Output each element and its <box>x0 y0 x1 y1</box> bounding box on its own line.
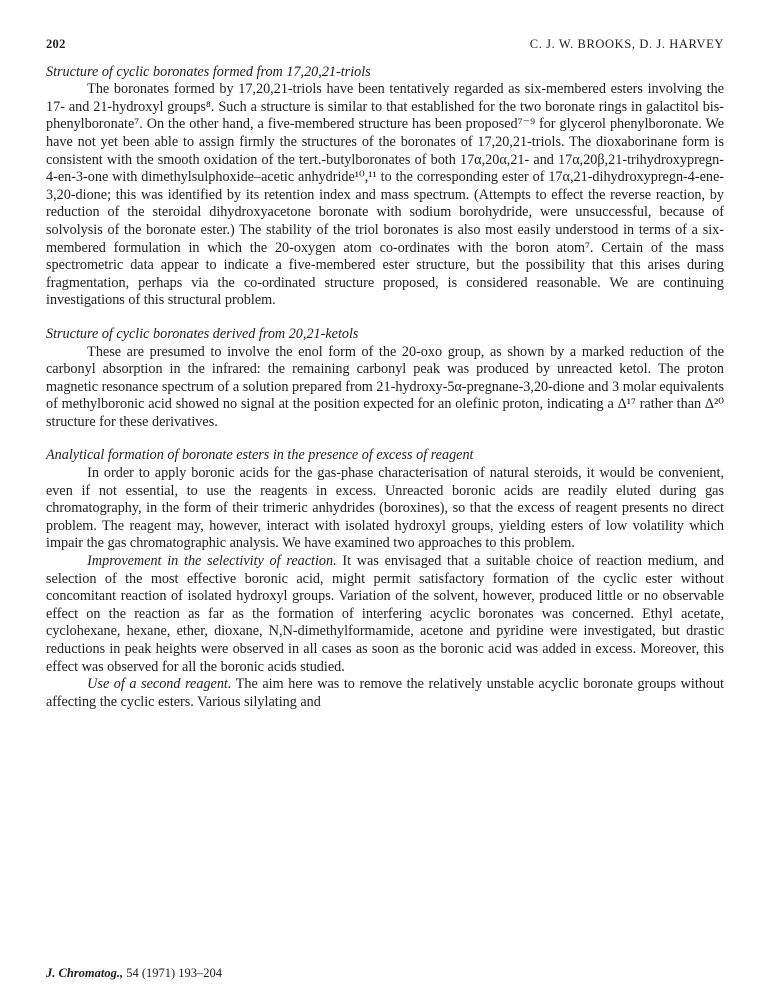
section-gap <box>46 431 724 447</box>
paragraph-selectivity <box>46 553 724 676</box>
author-line: C. J. W. BROOKS, D. J. HARVEY <box>529 37 724 51</box>
run-in-heading-second-reagent: Use of a second reagent. <box>87 676 232 693</box>
section-heading-triols: Structure of cyclic boronates formed from 17,20,21-triols <box>46 63 371 80</box>
paragraph-second-reagent <box>46 676 724 711</box>
paragraph-analytical-intro <box>46 465 724 553</box>
section-gap <box>46 310 724 326</box>
paragraph-ketols <box>46 344 724 432</box>
page-number: 202 <box>46 37 66 51</box>
paragraph-text: The boronates formed by 17,20,21-triols have been tentatively regarded as six-membered esters involving the 17- and 21-hydroxyl groups⁸. Such a structure is similar to that established for the two boronate rings in galactitol bis-phenylboronate⁷. On the other hand, a five-membered structure has been proposed⁷⁻⁹ for glycerol phenylboronate. We have not yet been able to assign firmly the structures of the boronates of 17,20,21-triols. The dioxaborinane form is consistent with the smooth oxidation of the tert.-butylboronates of both 17α,20α,21- and 17α,20β,21-trihydroxypregn-4-en-3-one with dimethylsulphoxide–acetic anhydride¹⁰,¹¹ to the corresponding ester of 17α,21-dihydroxypregn-4-ene-3,20-dione; this was identified by its retention index and mass spectrum. (Attempts to effect the reverse reaction, by reduction of the steroidal dihydroxyacetone boronate with sodium borohydride, were unsuccessful, because of solvolysis of the boronate ester.) The stability of the triol boronates is also most easily understood in terms of a six-membered formulation in which the 20-oxygen atom co-ordinates with the boron atom⁷. Certain of the mass spectrometric data appear to indicate a five-membered ester structure, but the possibility that this arises during fragmentation, perhaps via the co-ordinated structure proposed, is considered reasonable. We are continuing investigations of this structural problem. <box>46 81 724 309</box>
journal-citation: 54 (1971) 193–204 <box>126 966 223 980</box>
journal-name: J. Chromatog., <box>46 966 124 980</box>
paragraph-text: The aim here was to remove the relatively unstable acyclic boronate groups without affecting the cyclic esters. Various silylating and <box>46 676 724 710</box>
running-head <box>46 36 724 54</box>
section-heading-ketols: Structure of cyclic boronates derived from 20,21-ketols <box>46 325 359 342</box>
paragraph-text: These are presumed to involve the enol form of the 20-oxo group, as shown by a marked reduction of the carbonyl absorption in the infrared: the remaining carbonyl peak was produced by unreacted ketol. The proton magnetic resonance spectrum of a solution prepared from 21-hydroxy-5α-pregnane-3,20-dione and 3 molar equivalents of methylboronic acid showed no signal at the position expected for an olefinic proton, indicating a Δ¹⁷ rather than Δ²⁰ structure for these derivatives. <box>46 343 724 430</box>
paragraph-triols <box>46 81 724 310</box>
section-heading-analytical: Analytical formation of boronate esters in the presence of excess of reagent <box>46 447 474 464</box>
paragraph-text: In order to apply boronic acids for the gas-phase characterisation of natural steroids, it would be convenient, even if not essential, to use the reagents in excess. Unreacted boronic acids are readily eluted during gas chromatography, in the form of their trimeric anhydrides (boroxines), so that the excess of reagent presents no direct problem. The reagent may, however, interact with isolated hydroxyl groups, yielding esters of low volatility which impair the gas chromatographic analysis. We have examined two approaches to this problem. <box>46 465 724 552</box>
journal-footer <box>46 965 222 983</box>
run-in-heading-selectivity: Improvement in the selectivity of reaction. <box>87 553 337 570</box>
paragraph-text: It was envisaged that a suitable choice of reaction medium, and selection of the most effective boronic acid, might permit satisfactory formation of the cyclic ester without concomitant reaction of isolated hydroxyl groups. Variation of the solvent, however, produced little or no observable effect on the reaction as far as the formation of interfering acyclic boronates was concerned. Ethyl acetate, cyclohexane, hexane, ether, dioxane, N,N-dimethylformamide, acetone and pyridine were investigated, but drastic reductions in peak heights were observed in all cases as soon as the boronic acid was added in excess. Moreover, this effect was observed for all the boronic acids studied. <box>46 553 724 675</box>
